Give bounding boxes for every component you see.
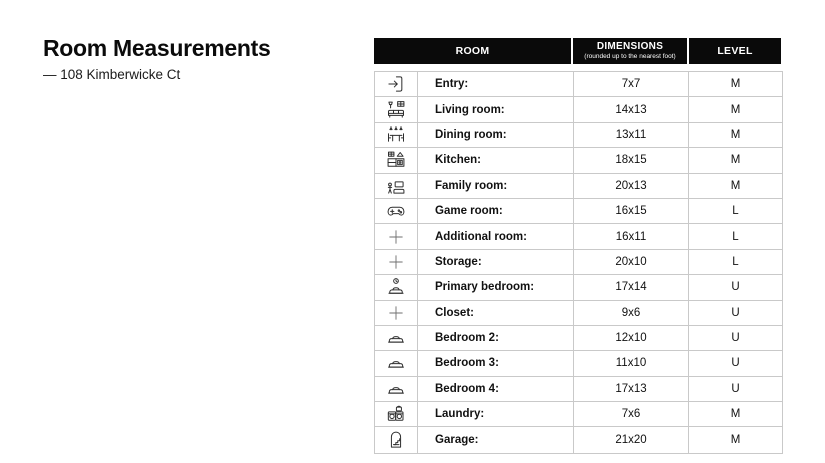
room-icon-cell [375, 250, 418, 274]
table-row [375, 326, 782, 351]
header-dimensions-label: DIMENSIONS [596, 41, 664, 53]
room-icon-cell [375, 351, 418, 375]
bed-icon [386, 353, 406, 373]
plus-icon [386, 303, 406, 323]
room-level: M [730, 179, 741, 192]
room-name: Family room: [418, 174, 574, 198]
room-icon-cell [375, 377, 418, 401]
room-name: Entry: [418, 72, 574, 96]
room-dimensions: 20x10 [574, 250, 689, 274]
laundry-icon [386, 404, 406, 424]
room-name: Bedroom 2: [418, 326, 574, 350]
table-row [375, 148, 782, 173]
room-level: U [731, 306, 740, 319]
header-dimensions-note: (rounded up to the nearest foot) [584, 53, 676, 61]
room-name: Laundry: [418, 402, 574, 426]
room-level: M [730, 78, 741, 91]
family-room-icon [386, 176, 406, 196]
table-row [375, 275, 782, 300]
room-icon-cell [375, 123, 418, 147]
room-name: Living room: [418, 97, 574, 121]
room-dimensions: 20x13 [574, 174, 689, 198]
room-icon-cell [375, 148, 418, 172]
room-icon-cell [375, 224, 418, 248]
room-name: Kitchen: [418, 148, 574, 172]
room-name: Storage: [418, 250, 574, 274]
header-dimensions [573, 38, 687, 64]
page-subtitle: — 108 Kimberwicke Ct [43, 67, 181, 83]
table-row [375, 301, 782, 326]
table-row [375, 427, 782, 452]
room-icon-cell [375, 174, 418, 198]
room-dimensions: 12x10 [574, 326, 689, 350]
title-block [43, 36, 271, 82]
plus-icon [386, 252, 406, 272]
table-row [375, 351, 782, 376]
room-level: M [730, 408, 741, 421]
bed-icon [386, 328, 406, 348]
game-controller-icon [386, 201, 406, 221]
dining-room-icon [386, 125, 406, 145]
room-dimensions: 21x20 [574, 427, 689, 452]
room-name: Primary bedroom: [418, 275, 574, 299]
room-dimensions: 7x7 [574, 72, 689, 96]
room-level: L [732, 255, 739, 268]
table-row [375, 123, 782, 148]
room-icon-cell [375, 97, 418, 121]
room-dimensions: 17x14 [574, 275, 689, 299]
room-icon-cell [375, 199, 418, 223]
kitchen-icon [386, 150, 406, 170]
room-dimensions: 16x15 [574, 199, 689, 223]
room-level: U [731, 281, 740, 294]
room-name: Dining room: [418, 123, 574, 147]
table-row [375, 174, 782, 199]
table-row [375, 377, 782, 402]
entry-icon [386, 74, 406, 94]
room-name: Game room: [418, 199, 574, 223]
living-room-icon [386, 100, 406, 120]
table-row [375, 402, 782, 427]
bed-icon [386, 379, 406, 399]
room-icon-cell [375, 427, 418, 452]
room-dimensions: 17x13 [574, 377, 689, 401]
room-icon-cell [375, 275, 418, 299]
header-level: LEVEL [689, 38, 781, 64]
room-dimensions: 11x10 [574, 351, 689, 375]
page-title: Room Measurements [43, 35, 271, 61]
room-dimensions: 7x6 [574, 402, 689, 426]
room-measurements-table [374, 38, 783, 454]
room-level: M [730, 103, 741, 116]
table-header [374, 38, 783, 64]
room-name: Bedroom 3: [418, 351, 574, 375]
room-name: Additional room: [418, 224, 574, 248]
room-level: L [732, 230, 739, 243]
room-dimensions: 16x11 [574, 224, 689, 248]
room-icon-cell [375, 402, 418, 426]
room-level: U [731, 382, 740, 395]
table-row [375, 224, 782, 249]
room-dimensions: 13x11 [574, 123, 689, 147]
room-level: M [730, 154, 741, 167]
room-name: Garage: [418, 427, 574, 452]
room-icon-cell [375, 326, 418, 350]
room-name: Closet: [418, 301, 574, 325]
table-body [374, 71, 783, 454]
room-level: M [730, 128, 741, 141]
bed-clock-icon [386, 277, 406, 297]
room-icon-cell [375, 301, 418, 325]
plus-icon [386, 227, 406, 247]
room-level: L [732, 205, 739, 218]
room-name: Bedroom 4: [418, 377, 574, 401]
garage-icon [386, 430, 406, 450]
table-row [375, 250, 782, 275]
header-room: ROOM [374, 38, 571, 64]
room-dimensions: 18x15 [574, 148, 689, 172]
table-row [375, 199, 782, 224]
table-row [375, 72, 782, 97]
room-icon-cell [375, 72, 418, 96]
room-dimensions: 14x13 [574, 97, 689, 121]
table-row [375, 97, 782, 122]
room-level: U [731, 332, 740, 345]
room-dimensions: 9x6 [574, 301, 689, 325]
room-level: U [731, 357, 740, 370]
room-level: M [730, 434, 741, 447]
